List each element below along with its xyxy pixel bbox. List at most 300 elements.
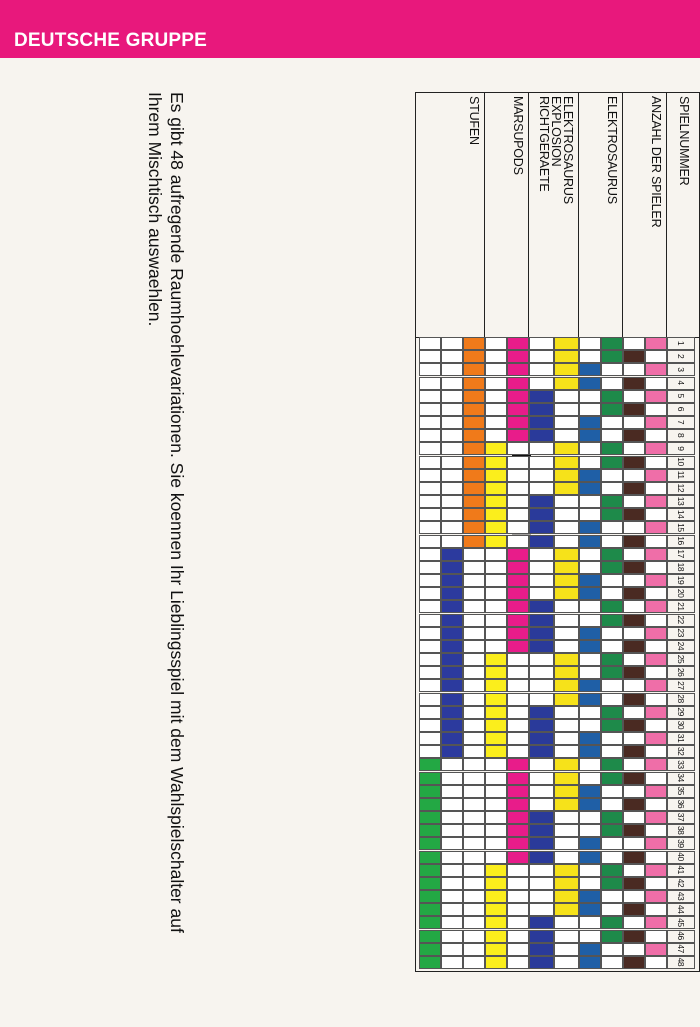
empty-cell	[485, 640, 507, 653]
empty-cell	[529, 864, 554, 877]
empty-cell	[529, 798, 554, 811]
game-number: 22	[676, 615, 686, 624]
filled-cell	[485, 732, 507, 745]
empty-cell	[529, 877, 554, 890]
filled-cell	[529, 706, 554, 719]
empty-cell	[485, 614, 507, 627]
empty-cell	[485, 627, 507, 640]
empty-cell	[529, 574, 554, 587]
empty-cell	[463, 548, 485, 561]
filled-cell	[554, 903, 579, 916]
empty-cell	[623, 811, 645, 824]
empty-cell	[623, 337, 645, 350]
row-label-1: ANZAHL DER SPIELER	[649, 96, 663, 228]
filled-cell	[441, 600, 463, 613]
filled-cell	[601, 916, 623, 929]
filled-cell	[419, 930, 441, 943]
filled-cell	[623, 956, 645, 969]
empty-cell	[579, 548, 601, 561]
empty-cell	[441, 798, 463, 811]
filled-cell	[554, 890, 579, 903]
filled-cell	[579, 377, 601, 390]
filled-cell	[485, 864, 507, 877]
empty-cell	[507, 956, 529, 969]
filled-cell	[507, 851, 529, 864]
number-cell	[667, 956, 695, 969]
empty-cell	[623, 442, 645, 455]
empty-cell	[485, 377, 507, 390]
filled-cell	[554, 574, 579, 587]
empty-cell	[645, 535, 667, 548]
empty-cell	[529, 903, 554, 916]
number-cell	[667, 587, 695, 600]
empty-cell	[419, 350, 441, 363]
game-number: 4	[676, 380, 686, 385]
filled-cell	[463, 390, 485, 403]
filled-cell	[419, 811, 441, 824]
filled-cell	[601, 930, 623, 943]
empty-cell	[623, 890, 645, 903]
filled-cell	[485, 442, 507, 455]
label-divider	[484, 92, 485, 337]
empty-cell	[623, 679, 645, 692]
filled-cell	[485, 745, 507, 758]
filled-cell	[419, 956, 441, 969]
empty-cell	[623, 653, 645, 666]
game-number: 16	[676, 536, 686, 545]
empty-cell	[601, 416, 623, 429]
filled-cell	[507, 416, 529, 429]
filled-cell	[507, 377, 529, 390]
empty-cell	[645, 587, 667, 600]
filled-cell	[554, 469, 579, 482]
number-cell	[667, 416, 695, 429]
filled-cell	[507, 798, 529, 811]
empty-cell	[441, 890, 463, 903]
empty-cell	[601, 903, 623, 916]
filled-cell	[485, 916, 507, 929]
number-cell	[667, 548, 695, 561]
number-cell	[667, 719, 695, 732]
filled-cell	[645, 390, 667, 403]
empty-cell	[441, 956, 463, 969]
filled-cell	[441, 745, 463, 758]
filled-cell	[601, 337, 623, 350]
empty-cell	[507, 916, 529, 929]
filled-cell	[507, 587, 529, 600]
empty-cell	[645, 956, 667, 969]
empty-cell	[441, 521, 463, 534]
filled-cell	[507, 785, 529, 798]
empty-cell	[601, 521, 623, 534]
filled-cell	[623, 824, 645, 837]
filled-cell	[645, 679, 667, 692]
game-number: 17	[676, 549, 686, 558]
empty-cell	[419, 706, 441, 719]
empty-cell	[419, 508, 441, 521]
empty-cell	[645, 745, 667, 758]
empty-cell	[485, 798, 507, 811]
game-number: 13	[676, 496, 686, 506]
filled-cell	[579, 745, 601, 758]
number-cell	[667, 837, 695, 850]
empty-cell	[419, 745, 441, 758]
filled-cell	[463, 495, 485, 508]
empty-cell	[579, 864, 601, 877]
empty-cell	[441, 864, 463, 877]
empty-cell	[554, 956, 579, 969]
empty-cell	[441, 390, 463, 403]
empty-cell	[419, 429, 441, 442]
empty-cell	[507, 456, 529, 469]
filled-cell	[441, 679, 463, 692]
number-cell	[667, 772, 695, 785]
empty-cell	[529, 482, 554, 495]
number-cell	[667, 877, 695, 890]
empty-cell	[645, 798, 667, 811]
empty-cell	[645, 429, 667, 442]
empty-cell	[507, 732, 529, 745]
filled-cell	[645, 732, 667, 745]
number-cell	[667, 456, 695, 469]
rotated-chart	[0, 92, 700, 972]
filled-cell	[529, 837, 554, 850]
filled-cell	[579, 535, 601, 548]
empty-cell	[623, 916, 645, 929]
label-divider	[666, 92, 667, 337]
filled-cell	[554, 363, 579, 376]
filled-cell	[507, 363, 529, 376]
filled-cell	[529, 429, 554, 442]
empty-cell	[601, 745, 623, 758]
filled-cell	[623, 851, 645, 864]
empty-cell	[645, 693, 667, 706]
filled-cell	[645, 600, 667, 613]
empty-cell	[645, 877, 667, 890]
empty-cell	[419, 482, 441, 495]
filled-cell	[441, 587, 463, 600]
empty-cell	[441, 508, 463, 521]
empty-cell	[419, 403, 441, 416]
filled-cell	[463, 469, 485, 482]
filled-cell	[623, 903, 645, 916]
game-number: 6	[676, 406, 686, 411]
empty-cell	[507, 745, 529, 758]
empty-cell	[441, 337, 463, 350]
empty-cell	[441, 758, 463, 771]
filled-cell	[645, 837, 667, 850]
filled-cell	[623, 745, 645, 758]
empty-cell	[441, 930, 463, 943]
filled-cell	[579, 469, 601, 482]
empty-cell	[601, 377, 623, 390]
filled-cell	[463, 442, 485, 455]
empty-cell	[485, 772, 507, 785]
filled-cell	[601, 719, 623, 732]
filled-cell	[507, 811, 529, 824]
filled-cell	[485, 890, 507, 903]
filled-cell	[601, 824, 623, 837]
filled-cell	[441, 719, 463, 732]
filled-cell	[507, 561, 529, 574]
filled-cell	[529, 600, 554, 613]
empty-cell	[579, 877, 601, 890]
game-number: 21	[676, 602, 686, 611]
empty-cell	[601, 837, 623, 850]
filled-cell	[529, 956, 554, 969]
filled-cell	[579, 679, 601, 692]
empty-cell	[601, 890, 623, 903]
filled-cell	[419, 877, 441, 890]
empty-cell	[579, 653, 601, 666]
game-number: 9	[676, 446, 686, 451]
empty-cell	[579, 758, 601, 771]
filled-cell	[623, 666, 645, 679]
filled-cell	[463, 508, 485, 521]
empty-cell	[419, 535, 441, 548]
filled-cell	[485, 706, 507, 719]
empty-cell	[601, 535, 623, 548]
empty-cell	[645, 403, 667, 416]
empty-cell	[601, 587, 623, 600]
filled-cell	[529, 851, 554, 864]
filled-cell	[441, 706, 463, 719]
game-number: 25	[676, 654, 686, 664]
number-cell	[667, 851, 695, 864]
filled-cell	[554, 785, 579, 798]
filled-cell	[463, 363, 485, 376]
filled-cell	[419, 824, 441, 837]
filled-cell	[441, 561, 463, 574]
empty-cell	[601, 785, 623, 798]
empty-cell	[507, 442, 529, 455]
number-cell	[667, 890, 695, 903]
number-cell	[667, 377, 695, 390]
filled-cell	[529, 403, 554, 416]
filled-cell	[463, 482, 485, 495]
empty-cell	[485, 785, 507, 798]
empty-cell	[579, 666, 601, 679]
filled-cell	[529, 745, 554, 758]
empty-cell	[419, 574, 441, 587]
game-number: 11	[676, 470, 686, 479]
empty-cell	[507, 693, 529, 706]
filled-cell	[579, 587, 601, 600]
empty-cell	[529, 587, 554, 600]
empty-cell	[623, 627, 645, 640]
filled-cell	[529, 824, 554, 837]
empty-cell	[507, 903, 529, 916]
empty-cell	[579, 561, 601, 574]
empty-cell	[601, 679, 623, 692]
empty-cell	[441, 903, 463, 916]
empty-cell	[554, 916, 579, 929]
filled-cell	[601, 666, 623, 679]
filled-cell	[419, 758, 441, 771]
empty-cell	[441, 469, 463, 482]
empty-cell	[645, 456, 667, 469]
filled-cell	[507, 390, 529, 403]
filled-cell	[529, 627, 554, 640]
filled-cell	[507, 403, 529, 416]
empty-cell	[645, 561, 667, 574]
empty-cell	[645, 377, 667, 390]
number-cell	[667, 574, 695, 587]
empty-cell	[485, 350, 507, 363]
number-cell	[667, 706, 695, 719]
filled-cell	[485, 877, 507, 890]
empty-cell	[601, 693, 623, 706]
filled-cell	[554, 798, 579, 811]
empty-cell	[419, 719, 441, 732]
filled-cell	[579, 798, 601, 811]
filled-cell	[485, 903, 507, 916]
filled-cell	[485, 456, 507, 469]
filled-cell	[623, 535, 645, 548]
empty-cell	[419, 587, 441, 600]
filled-cell	[623, 429, 645, 442]
filled-cell	[623, 377, 645, 390]
filled-cell	[529, 614, 554, 627]
empty-cell	[554, 627, 579, 640]
empty-cell	[529, 350, 554, 363]
empty-cell	[529, 377, 554, 390]
empty-cell	[463, 890, 485, 903]
filled-cell	[601, 614, 623, 627]
empty-cell	[507, 943, 529, 956]
empty-cell	[554, 943, 579, 956]
empty-cell	[419, 693, 441, 706]
empty-cell	[507, 706, 529, 719]
empty-cell	[529, 693, 554, 706]
empty-cell	[419, 666, 441, 679]
game-number: 41	[676, 865, 686, 874]
filled-cell	[554, 877, 579, 890]
empty-cell	[554, 429, 579, 442]
empty-cell	[463, 600, 485, 613]
empty-cell	[419, 363, 441, 376]
filled-cell	[507, 772, 529, 785]
empty-cell	[507, 469, 529, 482]
empty-cell	[623, 416, 645, 429]
filled-cell	[485, 693, 507, 706]
empty-cell	[419, 548, 441, 561]
empty-cell	[419, 600, 441, 613]
empty-cell	[419, 377, 441, 390]
empty-cell	[485, 811, 507, 824]
empty-cell	[529, 785, 554, 798]
row-label-0: SPIELNUMMER	[677, 96, 691, 186]
empty-cell	[529, 363, 554, 376]
number-cell	[667, 693, 695, 706]
number-cell	[667, 745, 695, 758]
filled-cell	[645, 890, 667, 903]
number-cell	[667, 495, 695, 508]
game-number: 12	[676, 483, 686, 493]
filled-cell	[623, 561, 645, 574]
number-cell	[667, 535, 695, 548]
filled-cell	[507, 824, 529, 837]
empty-cell	[623, 943, 645, 956]
row-label-5: ELEKTROSAURUS EXPLOSION RICHTGERAETE	[537, 96, 575, 204]
filled-cell	[645, 416, 667, 429]
empty-cell	[441, 943, 463, 956]
empty-cell	[463, 732, 485, 745]
filled-cell	[554, 679, 579, 692]
filled-cell	[463, 456, 485, 469]
filled-cell	[485, 495, 507, 508]
filled-cell	[645, 548, 667, 561]
filled-cell	[507, 614, 529, 627]
empty-cell	[463, 627, 485, 640]
filled-cell	[623, 587, 645, 600]
empty-cell	[441, 785, 463, 798]
empty-cell	[554, 811, 579, 824]
empty-cell	[507, 890, 529, 903]
filled-cell	[623, 693, 645, 706]
empty-cell	[579, 442, 601, 455]
empty-cell	[579, 390, 601, 403]
filled-cell	[554, 350, 579, 363]
filled-cell	[441, 732, 463, 745]
filled-cell	[529, 719, 554, 732]
empty-cell	[485, 429, 507, 442]
empty-cell	[554, 851, 579, 864]
empty-cell	[485, 587, 507, 600]
number-cell	[667, 916, 695, 929]
filled-cell	[579, 785, 601, 798]
empty-cell	[554, 837, 579, 850]
empty-cell	[554, 403, 579, 416]
empty-cell	[529, 653, 554, 666]
empty-cell	[645, 903, 667, 916]
game-number: 48	[676, 957, 686, 967]
filled-cell	[463, 535, 485, 548]
empty-cell	[463, 772, 485, 785]
number-cell	[667, 679, 695, 692]
game-number: 15	[676, 523, 686, 532]
empty-cell	[601, 429, 623, 442]
filled-cell	[529, 495, 554, 508]
empty-cell	[463, 706, 485, 719]
filled-cell	[507, 600, 529, 613]
filled-cell	[529, 943, 554, 956]
filled-cell	[485, 482, 507, 495]
filled-cell	[623, 640, 645, 653]
empty-cell	[554, 495, 579, 508]
filled-cell	[579, 627, 601, 640]
filled-cell	[441, 574, 463, 587]
filled-cell	[485, 508, 507, 521]
empty-cell	[463, 916, 485, 929]
empty-cell	[554, 640, 579, 653]
empty-cell	[529, 469, 554, 482]
empty-cell	[645, 640, 667, 653]
filled-cell	[419, 890, 441, 903]
filled-cell	[623, 719, 645, 732]
empty-cell	[463, 785, 485, 798]
number-cell	[667, 798, 695, 811]
empty-cell	[441, 350, 463, 363]
number-cell	[667, 627, 695, 640]
label-divider	[528, 92, 529, 337]
filled-cell	[645, 916, 667, 929]
filled-cell	[441, 666, 463, 679]
filled-cell	[601, 442, 623, 455]
game-number: 40	[676, 852, 686, 861]
empty-cell	[529, 666, 554, 679]
filled-cell	[507, 837, 529, 850]
